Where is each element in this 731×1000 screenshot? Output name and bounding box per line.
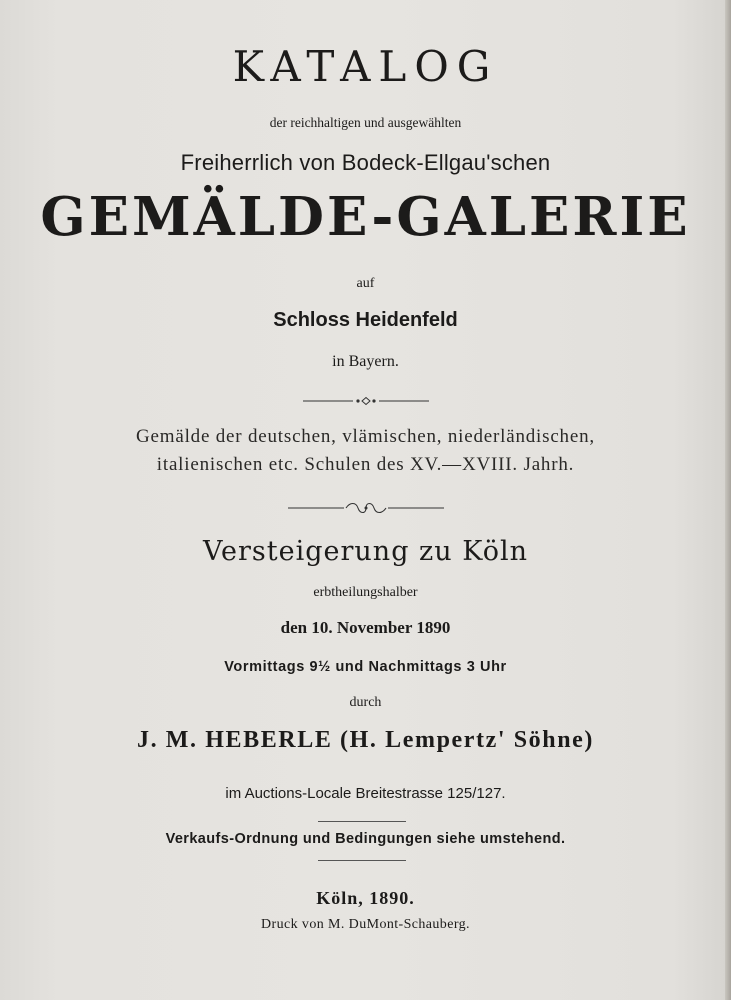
auf-text: auf bbox=[356, 276, 375, 291]
divider-rule bbox=[318, 821, 406, 822]
region-text: in Bayern. bbox=[332, 353, 399, 370]
ornament-flourish-icon bbox=[0, 498, 731, 518]
auction-venue: im Auctions-Locale Breitestrasse 125/127. bbox=[225, 785, 506, 802]
imprint-place-year: Köln, 1890. bbox=[316, 888, 415, 908]
auction-heading: Versteigerung zu Köln bbox=[203, 536, 528, 567]
auctioneer-name: J. M. HEBERLE (H. Lempertz' Söhne) bbox=[136, 727, 595, 753]
divider-rule bbox=[318, 860, 406, 861]
sale-terms: Verkaufs-Ordnung und Bedingungen siehe umstehend. bbox=[165, 831, 566, 847]
catalog-subtitle: der reichhaltigen und ausgewählten bbox=[269, 115, 462, 130]
gallery-title: GEMÄLDE-GALERIE bbox=[40, 186, 691, 248]
ornament-divider-icon bbox=[0, 392, 731, 410]
schools-line-2: italienischen etc. Schulen des XV.—XVIII. Jahrh. bbox=[156, 454, 575, 475]
castle-name: Schloss Heidenfeld bbox=[273, 309, 458, 331]
schools-line-1: Gemälde der deutschen, vlämischen, niederländischen, bbox=[136, 426, 595, 447]
imprint-printer: Druck von M. DuMont-Schauberg. bbox=[261, 917, 470, 932]
auction-reason: erbtheilungshalber bbox=[313, 585, 418, 600]
auction-date: den 10. November 1890 bbox=[280, 618, 451, 637]
auction-time: Vormittags 9½ und Nachmittags 3 Uhr bbox=[224, 659, 507, 675]
catalog-title: KATALOG bbox=[232, 42, 499, 91]
by-text: durch bbox=[349, 695, 382, 710]
collection-owner: Freiherrlich von Bodeck-Ellgau'schen bbox=[180, 150, 551, 175]
